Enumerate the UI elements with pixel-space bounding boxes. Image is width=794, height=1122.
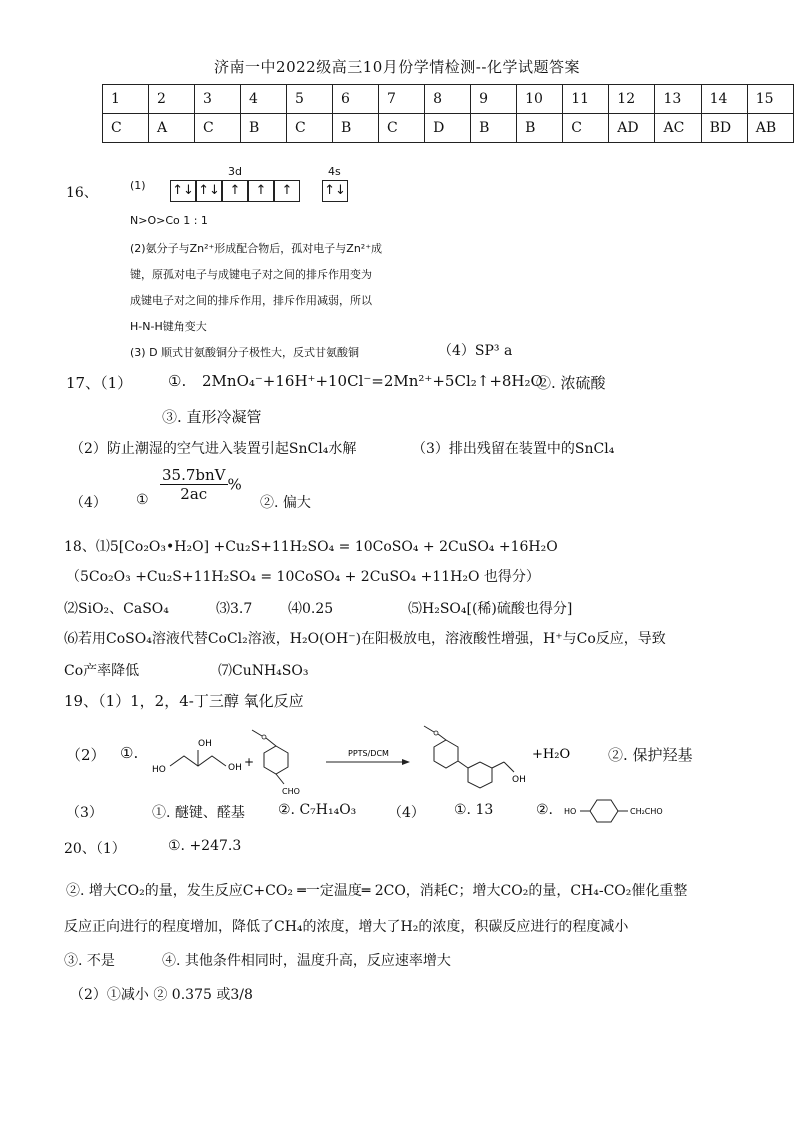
answer-number-cell: 13 bbox=[655, 85, 701, 114]
q20-line4b: ④. 其他条件相同时，温度升高，反应速率增大 bbox=[162, 953, 451, 969]
q20-line1b: ①. +247.3 bbox=[168, 838, 242, 854]
q17-part4-circ: ① bbox=[136, 492, 149, 508]
product-oxygen-atom bbox=[434, 731, 438, 735]
q19-p4: （4） bbox=[388, 805, 425, 821]
q16-p2-line4: H-N-H键角变大 bbox=[130, 320, 207, 333]
q16-p2-line3: 成键电子对之间的排斥作用，排斥作用减弱，所以 bbox=[130, 294, 372, 307]
q19-p4-2: ②. bbox=[536, 802, 554, 818]
answer-number-cell: 9 bbox=[471, 85, 517, 114]
answer-letter-cell: B bbox=[517, 114, 563, 143]
percent-sign: % bbox=[227, 475, 242, 494]
q16-label: 16、 bbox=[66, 185, 98, 201]
q16-p2-line1: (2)氨分子与Zn²⁺形成配合物后，孤对电子与Zn²⁺成 bbox=[130, 242, 383, 255]
q19-p4-structure bbox=[560, 796, 680, 824]
methyl-bond bbox=[252, 730, 262, 736]
answer-letter-cell: B bbox=[333, 114, 379, 143]
q18-line2: （5Co₂O₃ +Cu₂S+11H₂SO₄ = 10CoSO₄ + 2CuSO₄ +11H₂O 也得分） bbox=[66, 569, 540, 585]
product-oh-label: OH bbox=[512, 775, 526, 785]
q19-p2-circ: ①. bbox=[120, 744, 139, 762]
answer-letter-cell: C bbox=[379, 114, 425, 143]
oxygen-atom bbox=[262, 735, 266, 739]
aldehyde-bond bbox=[276, 774, 284, 784]
q17-eq-prefix: ①. bbox=[168, 372, 187, 390]
product-methoxy-bond bbox=[438, 734, 446, 740]
q20-line5: （2）①减小 ② 0.375 或3/8 bbox=[70, 987, 253, 1003]
ch2oh-bond bbox=[504, 762, 514, 772]
orbital-box: ↑↓ bbox=[170, 180, 196, 202]
q17-item3: ③. 直形冷凝管 bbox=[162, 408, 262, 426]
answer-letter-cell: C bbox=[195, 114, 241, 143]
butanetriol-oh-end-label: OH bbox=[228, 763, 242, 773]
p4-ho-label: HO bbox=[564, 807, 577, 816]
answer-number-cell: 5 bbox=[287, 85, 333, 114]
q17-part4-2: ②. 偏大 bbox=[260, 495, 311, 511]
q16-p2-line2: 键，原孤对电子与成键电子对之间的排斥作用变为 bbox=[130, 268, 372, 281]
q17-fraction bbox=[160, 466, 242, 503]
q18-line5b: ⑺CuNH₄SO₃ bbox=[218, 663, 309, 679]
answer-letter-cell: AB bbox=[747, 114, 793, 143]
orbital-box: ↑ bbox=[248, 180, 274, 202]
answer-letter-cell: A bbox=[149, 114, 195, 143]
q17-equation: 2MnO₄⁻+16H⁺+10Cl⁻=2Mn²⁺+5Cl₂↑+8H₂O bbox=[202, 372, 543, 390]
answer-letter-cell: C bbox=[563, 114, 609, 143]
acetal-bond bbox=[458, 761, 468, 768]
answer-number-cell: 15 bbox=[747, 85, 793, 114]
orbital-box: ↑ bbox=[222, 180, 248, 202]
answer-letter-cell: D bbox=[425, 114, 471, 143]
orbital-box: ↑↓ bbox=[322, 180, 348, 202]
q17-label: 17、（1） bbox=[66, 374, 133, 392]
answer-number-cell: 6 bbox=[333, 85, 379, 114]
q18-l3d: ⑸H₂SO₄[(稀)硫酸也得分] bbox=[408, 601, 573, 617]
benzene-ring-1 bbox=[264, 746, 288, 774]
answer-number-cell: 1 bbox=[103, 85, 149, 114]
q16-part1: (1) bbox=[130, 179, 146, 192]
answer-number-cell: 8 bbox=[425, 85, 471, 114]
fraction-denominator: 2ac bbox=[180, 485, 208, 503]
q18-l3a: ⑵SiO₂、CaSO₄ bbox=[64, 601, 169, 617]
orbital-box: ↑↓ bbox=[196, 180, 222, 202]
answer-letter-cell: B bbox=[471, 114, 517, 143]
water-label: +H₂O bbox=[532, 747, 571, 762]
answer-letter-cell: C bbox=[103, 114, 149, 143]
q19-line1: 19、（1）1，2，4-丁三醇 氧化反应 bbox=[64, 692, 304, 710]
q18-l3b: ⑶3.7 bbox=[216, 601, 253, 617]
answer-letter-cell: AC bbox=[655, 114, 701, 143]
answer-number-cell: 3 bbox=[195, 85, 241, 114]
q17-part2: （2）防止潮湿的空气进入装置引起SnCl₄水解 bbox=[70, 441, 357, 457]
q17-part3: （3）排出残留在装置中的SnCl₄ bbox=[412, 441, 615, 457]
benzene-ring-2 bbox=[434, 740, 458, 768]
answer-table bbox=[102, 84, 794, 143]
answer-number-cell: 10 bbox=[517, 85, 563, 114]
q19-p3-2: ②. C₇H₁₄O₃ bbox=[278, 802, 357, 818]
answer-letter-row bbox=[103, 114, 794, 143]
q18-line5a: Co产率降低 bbox=[64, 663, 140, 679]
answer-letter-cell: BD bbox=[701, 114, 747, 143]
answer-number-cell: 7 bbox=[379, 85, 425, 114]
page-title: 济南一中2022级高三10月份学情检测--化学试题答案 bbox=[214, 58, 580, 76]
q20-line2: ②. 增大CO₂的量，发生反应C+CO₂ ═一定温度═ 2CO，消耗C；增大CO₂的量，CH₄-CO₂催化重整 bbox=[66, 883, 688, 899]
q19-p2-label: （2） bbox=[66, 746, 106, 764]
methoxy-bond bbox=[266, 738, 276, 746]
reagent-label: PPTS/DCM bbox=[348, 749, 389, 758]
orbital-box: ↑ bbox=[274, 180, 300, 202]
cho-label: CHO bbox=[282, 787, 300, 796]
q19-p3: （3） bbox=[66, 805, 103, 821]
q16-p4: （4）SP³ a bbox=[438, 343, 513, 359]
reaction-plus: + bbox=[244, 755, 255, 769]
answer-letter-cell: B bbox=[241, 114, 287, 143]
q19-reaction-scheme bbox=[140, 722, 620, 804]
q20-line4a: ③. 不是 bbox=[64, 953, 115, 969]
ch2-bond bbox=[492, 762, 504, 768]
orbital-3d-label: 3d bbox=[228, 165, 242, 178]
answer-number-cell: 12 bbox=[609, 85, 655, 114]
p4-benzene-ring bbox=[590, 800, 618, 822]
q19-p2-2: ②. 保护羟基 bbox=[608, 746, 693, 764]
q18-l3c: ⑷0.25 bbox=[288, 601, 334, 617]
q20-line3: 反应正向进行的程度增加，降低了CH₄的浓度，增大了H₂的浓度，积碳反应进行的程度减小 bbox=[64, 919, 629, 935]
q18-line4: ⑹若用CoSO₄溶液代替CoCl₂溶液，H₂O(OH⁻)在阳极放电，溶液酸性增强，H⁺与Co反应，导致 bbox=[64, 631, 666, 647]
product-methyl-bond bbox=[424, 726, 434, 732]
q17-part4-label: （4） bbox=[70, 495, 107, 511]
butanetriol-ho-label: HO bbox=[152, 765, 166, 775]
dioxane-ring bbox=[468, 762, 492, 788]
answer-letter-cell: AD bbox=[609, 114, 655, 143]
answer-number-cell: 11 bbox=[563, 85, 609, 114]
q16-p3: (3) D 顺式甘氨酸铜分子极性大，反式甘氨酸铜 bbox=[130, 346, 360, 359]
q18-line1: 18、⑴5[Co₂O₃•H₂O] +Cu₂S+11H₂SO₄ = 10CoSO₄ + 2CuSO₄ +16H₂O bbox=[64, 539, 558, 555]
butanetriol-oh-label: OH bbox=[198, 739, 212, 749]
q16-order: N>O>Co 1 : 1 bbox=[130, 214, 208, 227]
reaction-arrow-head bbox=[402, 759, 410, 765]
q20-line1a: 20、（1） bbox=[64, 841, 126, 857]
answer-letter-cell: C bbox=[287, 114, 333, 143]
answer-number-cell: 2 bbox=[149, 85, 195, 114]
q19-p4-1: ①. 13 bbox=[454, 802, 494, 818]
p4-ch2cho-label: CH₂CHO bbox=[630, 807, 663, 816]
fraction-numerator: 35.7bnV bbox=[162, 466, 226, 484]
orbital-4s-label: 4s bbox=[328, 165, 341, 178]
q19-p3-1: ①. 醚键、醛基 bbox=[152, 805, 245, 821]
answer-number-row bbox=[103, 85, 794, 114]
answer-number-cell: 4 bbox=[241, 85, 287, 114]
answer-number-cell: 14 bbox=[701, 85, 747, 114]
q17-item2: ②. 浓硫酸 bbox=[536, 374, 606, 392]
